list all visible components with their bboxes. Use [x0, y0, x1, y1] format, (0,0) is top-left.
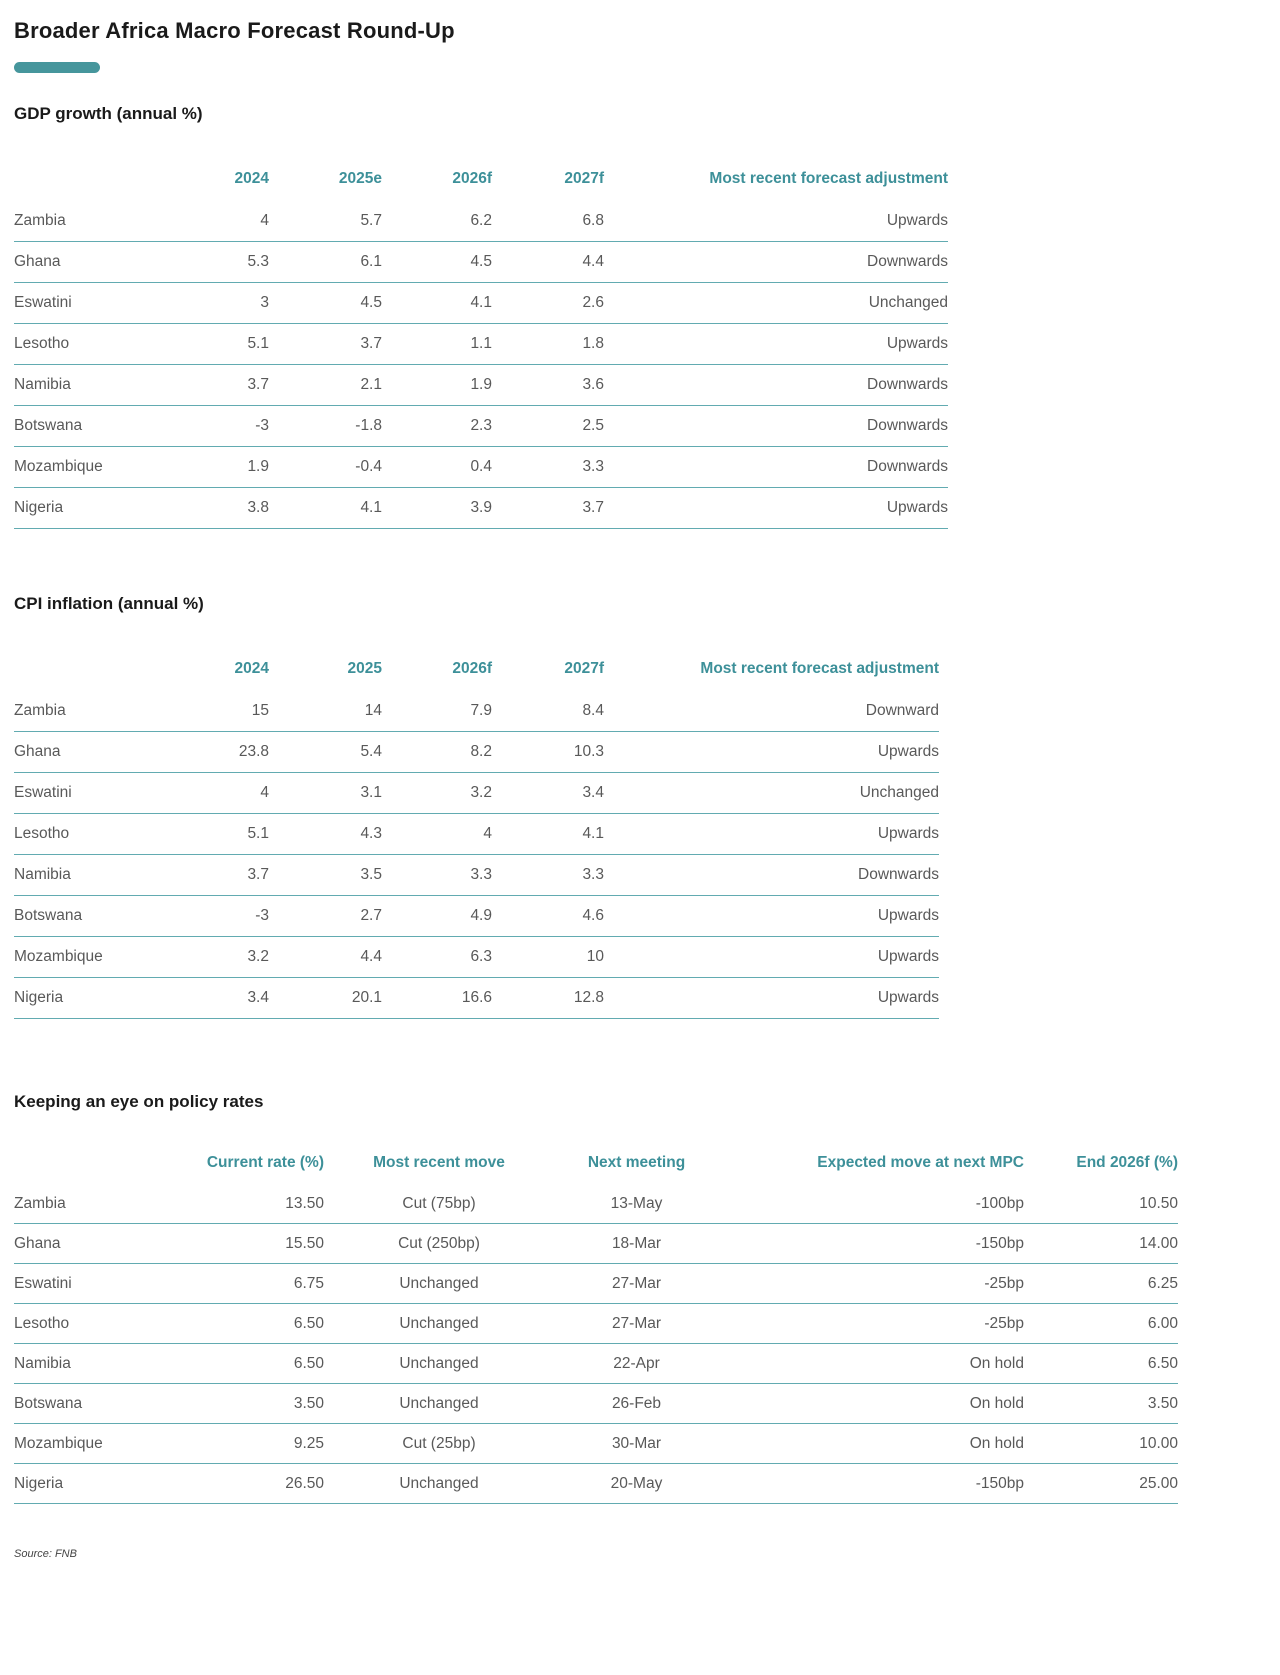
cell: Unchanged — [324, 1344, 554, 1384]
cell: -3 — [159, 406, 269, 447]
cell: 6.1 — [269, 242, 382, 283]
table-row — [14, 855, 939, 896]
cell: 3.5 — [269, 855, 382, 896]
cell: 16.6 — [382, 978, 492, 1019]
table-row — [14, 283, 948, 324]
table-row — [14, 488, 948, 529]
row-label: Nigeria — [14, 488, 159, 529]
cell: 6.8 — [492, 201, 604, 242]
cell: Unchanged — [324, 1304, 554, 1344]
row-label: Lesotho — [14, 814, 159, 855]
row-label: Ghana — [14, 1224, 164, 1264]
cell: On hold — [719, 1384, 1024, 1424]
row-label: Lesotho — [14, 1304, 164, 1344]
cell: 4.6 — [492, 896, 604, 937]
row-label: Zambia — [14, 691, 159, 732]
row-label: Zambia — [14, 201, 159, 242]
cell: 7.9 — [382, 691, 492, 732]
gdp-growth-section — [14, 103, 1260, 529]
table-row — [14, 1184, 1178, 1224]
table-row — [14, 1304, 1178, 1344]
row-label: Nigeria — [14, 978, 159, 1019]
column-header: Expected move at next MPC — [817, 1154, 1024, 1171]
cell: On hold — [719, 1344, 1024, 1384]
cell: 6.50 — [1024, 1344, 1178, 1384]
cell: -3 — [159, 896, 269, 937]
row-label: Zambia — [14, 1184, 164, 1224]
cell: 4.5 — [269, 283, 382, 324]
column-header: 2025 — [347, 660, 382, 677]
column-header: Most recent move — [373, 1154, 505, 1171]
cell: 3.7 — [159, 365, 269, 406]
cell: Cut (25bp) — [324, 1424, 554, 1464]
cell: 5.1 — [159, 814, 269, 855]
cell: 23.8 — [159, 732, 269, 773]
column-header: 2024 — [234, 170, 269, 187]
cell: 20.1 — [269, 978, 382, 1019]
cell: 6.3 — [382, 937, 492, 978]
cell: 1.1 — [382, 324, 492, 365]
cell: -25bp — [719, 1264, 1024, 1304]
cell: 1.9 — [382, 365, 492, 406]
cell: 25.00 — [1024, 1464, 1178, 1504]
page-title: Broader Africa Macro Forecast Round-Up — [14, 18, 455, 43]
cell: 6.00 — [1024, 1304, 1178, 1344]
cell: 6.50 — [164, 1344, 324, 1384]
cell: -150bp — [719, 1464, 1024, 1504]
cell: 3.9 — [382, 488, 492, 529]
row-label: Lesotho — [14, 324, 159, 365]
table-row — [14, 691, 939, 732]
cell: Upwards — [604, 488, 948, 529]
cell: 4.4 — [492, 242, 604, 283]
cell: -1.8 — [269, 406, 382, 447]
cell: Downwards — [604, 855, 939, 896]
cell: 15 — [159, 691, 269, 732]
column-header: 2026f — [452, 660, 492, 677]
cell: 6.75 — [164, 1264, 324, 1304]
row-label: Nigeria — [14, 1464, 164, 1504]
cpi-inflation-section — [14, 593, 1260, 1019]
cell: 4.5 — [382, 242, 492, 283]
cell: 22-Apr — [554, 1344, 719, 1384]
cell: -100bp — [719, 1184, 1024, 1224]
cell: Downwards — [604, 365, 948, 406]
column-header: Most recent forecast adjustment — [700, 660, 939, 677]
cpi-inflation-table — [14, 647, 939, 1019]
column-header: Current rate (%) — [206, 1154, 324, 1171]
table-row — [14, 1464, 1178, 1504]
cell: Upwards — [604, 732, 939, 773]
table-row — [14, 1224, 1178, 1264]
column-header: 2024 — [234, 660, 269, 677]
cell: Upwards — [604, 937, 939, 978]
cell: 1.9 — [159, 447, 269, 488]
header-row — [14, 1142, 1178, 1184]
table-row — [14, 447, 948, 488]
column-header — [14, 1142, 164, 1184]
cell: Unchanged — [604, 283, 948, 324]
table-row — [14, 365, 948, 406]
table-row — [14, 201, 948, 242]
cell: 3.3 — [492, 447, 604, 488]
cell: 30-Mar — [554, 1424, 719, 1464]
gdp-growth-table — [14, 157, 948, 529]
cell: 2.7 — [269, 896, 382, 937]
cell: 14.00 — [1024, 1224, 1178, 1264]
header-row — [14, 157, 948, 201]
cpi-section-title: CPI inflation (annual %) — [14, 594, 204, 613]
cell: Unchanged — [604, 773, 939, 814]
column-header: 2027f — [564, 170, 604, 187]
table-row — [14, 1424, 1178, 1464]
row-label: Ghana — [14, 732, 159, 773]
cell: 4 — [382, 814, 492, 855]
cell: Upwards — [604, 201, 948, 242]
cell: 10.00 — [1024, 1424, 1178, 1464]
cell: 5.4 — [269, 732, 382, 773]
table-row — [14, 937, 939, 978]
column-header: 2027f — [564, 660, 604, 677]
cell: 10.3 — [492, 732, 604, 773]
cell: 3.7 — [492, 488, 604, 529]
column-header: Most recent forecast adjustment — [709, 170, 948, 187]
cell: Unchanged — [324, 1384, 554, 1424]
column-header: 2025e — [338, 170, 382, 187]
cell: 3.2 — [382, 773, 492, 814]
row-label: Botswana — [14, 896, 159, 937]
report-page — [14, 18, 1260, 1560]
cell: Upwards — [604, 896, 939, 937]
cell: 2.6 — [492, 283, 604, 324]
cell: Unchanged — [324, 1464, 554, 1504]
table-row — [14, 978, 939, 1019]
cell: 3 — [159, 283, 269, 324]
cell: 5.3 — [159, 242, 269, 283]
cell: 4.1 — [382, 283, 492, 324]
row-label: Ghana — [14, 242, 159, 283]
table-row — [14, 406, 948, 447]
column-header: End 2026f (%) — [1076, 1154, 1178, 1171]
cell: 3.50 — [164, 1384, 324, 1424]
cell: Cut (75bp) — [324, 1184, 554, 1224]
table-row — [14, 242, 948, 283]
cell: Upwards — [604, 324, 948, 365]
cell: 26-Feb — [554, 1384, 719, 1424]
cell: 4 — [159, 201, 269, 242]
cell: 3.3 — [382, 855, 492, 896]
cell: 10.50 — [1024, 1184, 1178, 1224]
cell: -150bp — [719, 1224, 1024, 1264]
row-label: Namibia — [14, 1344, 164, 1384]
table-row — [14, 1384, 1178, 1424]
table-row — [14, 814, 939, 855]
table-row — [14, 1264, 1178, 1304]
cell: 4 — [159, 773, 269, 814]
table-row — [14, 324, 948, 365]
cell: Downwards — [604, 242, 948, 283]
cell: 4.1 — [492, 814, 604, 855]
cell: 4.4 — [269, 937, 382, 978]
gdp-section-title: GDP growth (annual %) — [14, 104, 203, 123]
table-row — [14, 1344, 1178, 1384]
cell: 3.8 — [159, 488, 269, 529]
row-label: Mozambique — [14, 937, 159, 978]
cell: Downwards — [604, 447, 948, 488]
cell: 18-Mar — [554, 1224, 719, 1264]
cell: 5.7 — [269, 201, 382, 242]
cell: 3.4 — [492, 773, 604, 814]
cell: Upwards — [604, 814, 939, 855]
row-label: Eswatini — [14, 773, 159, 814]
column-header — [14, 157, 159, 201]
cell: 1.8 — [492, 324, 604, 365]
cell: Downward — [604, 691, 939, 732]
cell: 12.8 — [492, 978, 604, 1019]
cell: 2.3 — [382, 406, 492, 447]
policy-rates-table — [14, 1142, 1178, 1504]
row-label: Mozambique — [14, 1424, 164, 1464]
cell: 13-May — [554, 1184, 719, 1224]
cell: 13.50 — [164, 1184, 324, 1224]
row-label: Namibia — [14, 365, 159, 406]
cell: 27-Mar — [554, 1264, 719, 1304]
cell: 3.4 — [159, 978, 269, 1019]
cell: 6.25 — [1024, 1264, 1178, 1304]
cell: 6.2 — [382, 201, 492, 242]
column-header: Next meeting — [587, 1154, 686, 1171]
row-label: Eswatini — [14, 1264, 164, 1304]
header-row — [14, 647, 939, 691]
cell: Cut (250bp) — [324, 1224, 554, 1264]
column-header: 2026f — [452, 170, 492, 187]
cell: 20-May — [554, 1464, 719, 1504]
cell: 3.7 — [269, 324, 382, 365]
cell: 5.1 — [159, 324, 269, 365]
accent-bar — [14, 62, 100, 73]
row-label: Namibia — [14, 855, 159, 896]
cell: Downwards — [604, 406, 948, 447]
cell: 3.50 — [1024, 1384, 1178, 1424]
cell: Upwards — [604, 978, 939, 1019]
cell: 8.2 — [382, 732, 492, 773]
source-note: Source: FNB — [14, 1548, 77, 1560]
cell: 3.6 — [492, 365, 604, 406]
row-label: Mozambique — [14, 447, 159, 488]
table-row — [14, 896, 939, 937]
cell: 14 — [269, 691, 382, 732]
cell: 4.3 — [269, 814, 382, 855]
table-row — [14, 732, 939, 773]
cell: 2.1 — [269, 365, 382, 406]
cell: 9.25 — [164, 1424, 324, 1464]
cell: 10 — [492, 937, 604, 978]
cell: 27-Mar — [554, 1304, 719, 1344]
cell: 3.7 — [159, 855, 269, 896]
row-label: Eswatini — [14, 283, 159, 324]
table-row — [14, 773, 939, 814]
cell: 4.9 — [382, 896, 492, 937]
cell: 8.4 — [492, 691, 604, 732]
cell: Unchanged — [324, 1264, 554, 1304]
cell: -0.4 — [269, 447, 382, 488]
cell: 3.3 — [492, 855, 604, 896]
policy-section-title: Keeping an eye on policy rates — [14, 1092, 264, 1111]
cell: 3.2 — [159, 937, 269, 978]
cell: 15.50 — [164, 1224, 324, 1264]
row-label: Botswana — [14, 406, 159, 447]
cell: -25bp — [719, 1304, 1024, 1344]
cell: On hold — [719, 1424, 1024, 1464]
cell: 26.50 — [164, 1464, 324, 1504]
column-header — [14, 647, 159, 691]
cell: 3.1 — [269, 773, 382, 814]
cell: 0.4 — [382, 447, 492, 488]
cell: 2.5 — [492, 406, 604, 447]
policy-rates-section — [14, 1091, 1260, 1504]
cell: 6.50 — [164, 1304, 324, 1344]
cell: 4.1 — [269, 488, 382, 529]
row-label: Botswana — [14, 1384, 164, 1424]
